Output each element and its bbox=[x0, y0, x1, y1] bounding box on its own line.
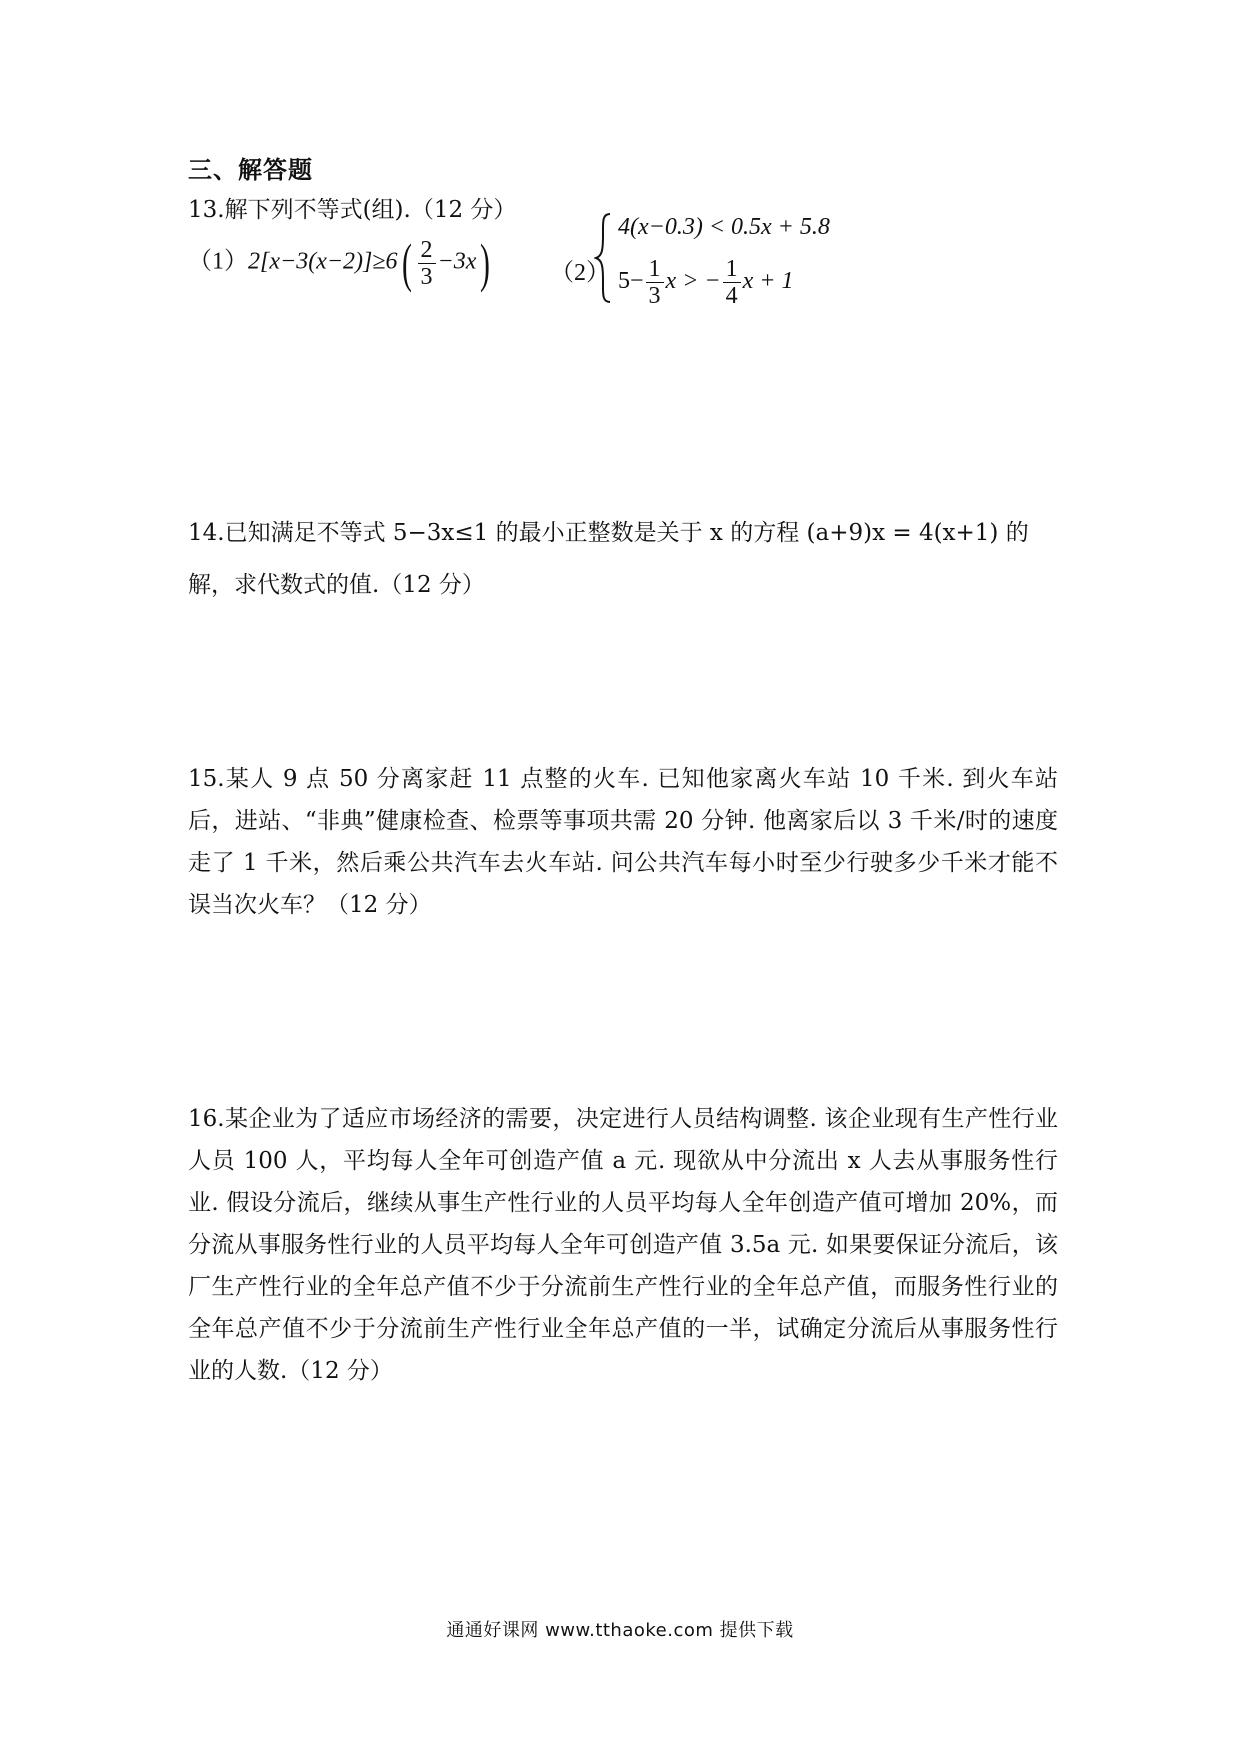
q14-line2: 解，求代数式的值.（12 分） bbox=[188, 572, 485, 598]
q13-part2-line1: 4(x−0.3) < 0.5x + 5.8 bbox=[618, 214, 830, 240]
fraction-denominator: 4 bbox=[725, 283, 738, 309]
q13-part1 bbox=[188, 233, 494, 293]
q13-part1-expr-left: 2[x−3(x−2)]≥6 bbox=[248, 248, 398, 275]
q15-text: 15.某人 9 点 50 分离家赶 11 点整的火车. 已知他家离火车站 10 千米. 到火车站后，进站、“非典”健康检查、检票等事项共需 20 分钟. 他离家后以 3 千米/时的速度走了 1 千米，然后乘公共汽车去火车站. 问公共汽车每小时至少行驶多少千米才能不误当次火车？（12 分） bbox=[188, 766, 1058, 918]
q13-part1-expr-tail: −3x bbox=[437, 248, 477, 275]
fraction-denominator: 3 bbox=[648, 283, 661, 309]
q14-line1: 14.已知满足不等式 5−3x≤1 的最小正整数是关于 x 的方程 (a+9)x = 4(x+1) 的 bbox=[188, 520, 1029, 546]
q13-part2-label: （2） bbox=[550, 260, 610, 286]
q13-stem: 13.解下列不等式(组).（12 分） bbox=[188, 197, 517, 223]
fraction-numerator: 2 bbox=[418, 237, 436, 264]
fraction-numerator: 1 bbox=[723, 256, 741, 283]
q16-text: 16.某企业为了适应市场经济的需要，决定进行人员结构调整. 该企业现有生产性行业人员 100 人，平均每人全年可创造产值 a 元. 现欲从中分流出 x 人去从事服务性行业. 假设分流后，继续从事生产性行业的人员平均每人全年创造产值可增加 20%，而分流从事服务性行业的人员平均每人全年可创造产值 3.5a 元. 如果要保证分流后，该厂生产性行业的全年总产值不少于分流前生产性行业的全年总产值，而服务性行业的全年总产值不少于分流前生产性行业全年总产值的一半，试确定分流后从事服务性行业的人数.（12 分） bbox=[188, 1106, 1058, 1384]
fraction-numerator: 1 bbox=[646, 256, 664, 283]
q13-part1-label: （1） bbox=[188, 248, 248, 275]
q13-part1-fraction bbox=[418, 237, 436, 290]
left-paren: ( bbox=[401, 233, 412, 293]
q13-part2-fraction1 bbox=[646, 256, 664, 309]
q13-part2-line2-b: x > − bbox=[665, 268, 721, 295]
q13-part2-line2-c: x + 1 bbox=[742, 268, 794, 295]
q13-part2-line2-a: 5− bbox=[618, 268, 644, 295]
right-paren: ) bbox=[480, 233, 491, 293]
q13-part2-line2 bbox=[618, 256, 793, 309]
section-title: 三、解答题 bbox=[188, 155, 313, 184]
system-brace-icon bbox=[594, 212, 612, 304]
fraction-denominator: 3 bbox=[420, 263, 433, 290]
q13-part2-fraction2 bbox=[723, 256, 741, 309]
page-footer: 通通好课网 www.tthaoke.com 提供下载 bbox=[446, 1620, 794, 1641]
